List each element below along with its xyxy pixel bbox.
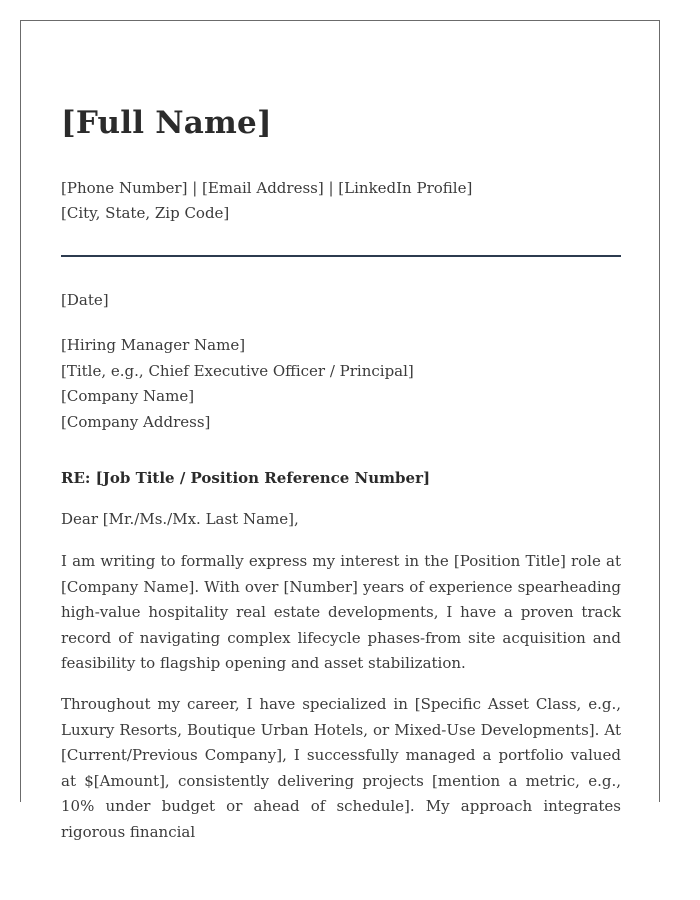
body-paragraph-2: Throughout my career, I have specialized in [Specific Asset Class, e.g., Luxury Resorts, Boutique Urban Hotels, or Mixed-Use Developments]. At [Current/Previous Company], I successfully managed a portfolio valued at $[Amount], consistently delivering projects [mention a metric, e.g., 10% under budget or ahead of schedule]. My approach integrates rigorous financial (61, 695, 621, 841)
body-paragraph-1: I am writing to formally express my interest in the [Position Title] role at [Company Name]. With over [Number] years of experience spearheading high-value hospitality real estate developments, I have a proven track record of navigating complex lifecycle phases-from site acquisition and feasibility to flagship opening and asset stabilization. (61, 552, 621, 672)
recipient-block (61, 333, 414, 435)
recipient-title: [Title, e.g., Chief Executive Officer / Principal] (61, 361, 414, 380)
contact-info (61, 176, 472, 226)
salutation: Dear [Mr./Ms./Mx. Last Name], (61, 510, 299, 528)
header-divider (61, 255, 621, 257)
document-page (20, 20, 660, 841)
contact-line-location: [City, State, Zip Code] (61, 204, 230, 222)
recipient-address: [Company Address] (61, 412, 211, 431)
recipient-company: [Company Name] (61, 387, 195, 406)
subject-line: RE: [Job Title / Position Reference Number] (61, 469, 431, 487)
full-name-heading: [Full Name] (61, 105, 272, 141)
letter-date: [Date] (61, 291, 109, 309)
recipient-name: [Hiring Manager Name] (61, 336, 246, 354)
contact-line-phone-email-linkedin: [Phone Number] | [Email Address] | [LinkedIn Profile] (61, 179, 473, 197)
